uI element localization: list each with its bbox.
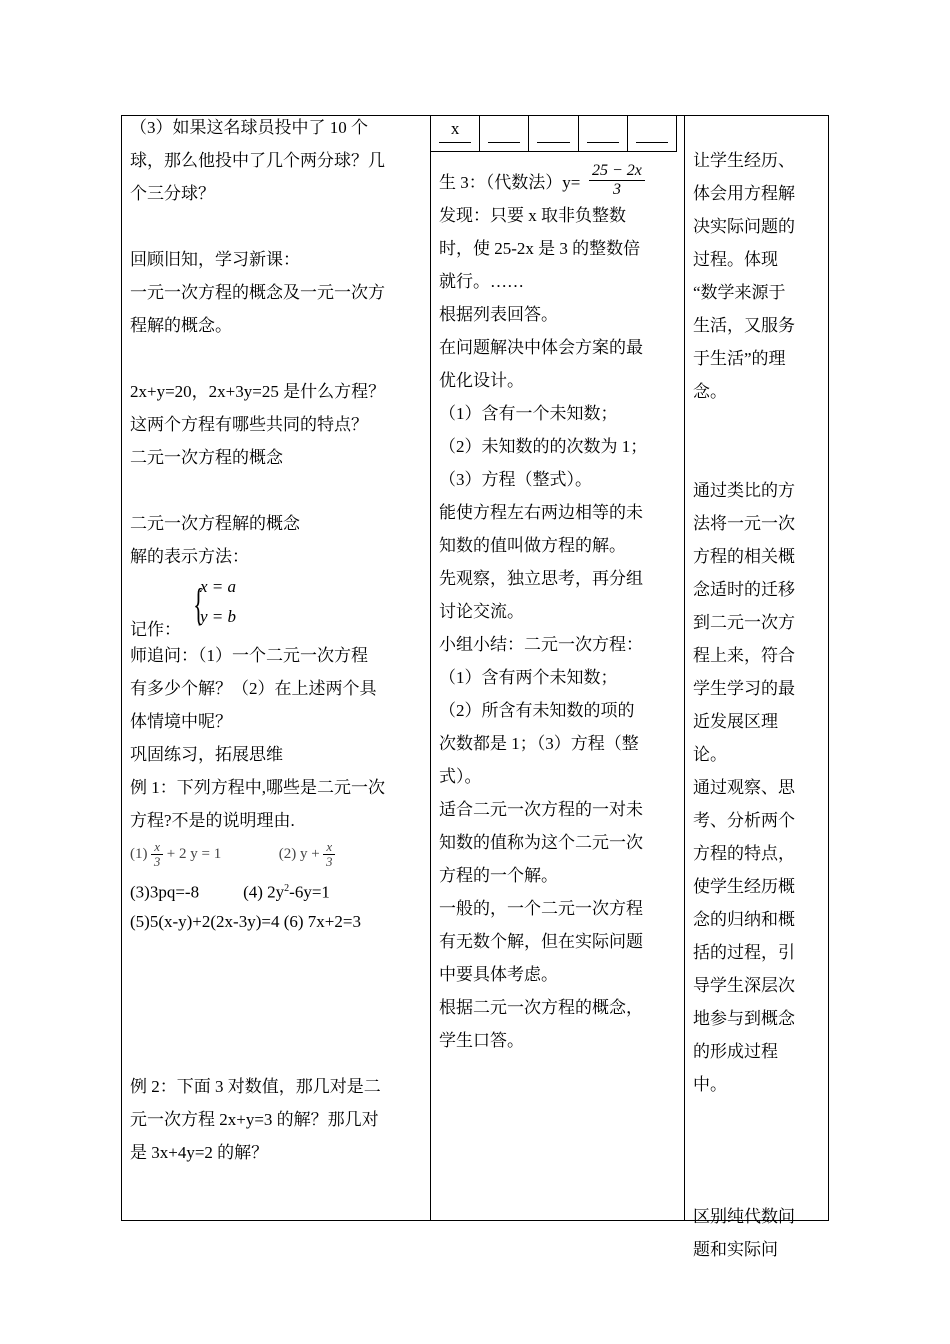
text-line: 解的表示方法： <box>130 547 249 566</box>
text-line: 一般的，一个二元一次方程 <box>439 899 643 918</box>
blank-line <box>693 1101 795 1134</box>
text-line: 通过观察、思 <box>693 778 795 797</box>
blank-line <box>130 474 385 507</box>
value-table <box>431 116 677 152</box>
text-line: 区别纯代数问 <box>693 1207 795 1226</box>
text-line: 学生学习的最 <box>693 679 795 698</box>
table-cell <box>578 116 627 151</box>
text-line: 例 2：下面 3 对数值，那几对是二 <box>130 1077 381 1096</box>
table-cell <box>479 116 528 151</box>
example-1-equations-1-2: (1) $\frac{x}{3}$ + 2 y = 1 (2) y + $\frac{x}{3}$ <box>130 837 385 872</box>
text-line: 知数的值称为这个二元一次 <box>439 833 643 852</box>
text-line: 的形成过程 <box>693 1042 778 1061</box>
text-line: 一元一次方程的概念及一元一次方 <box>130 283 385 302</box>
text-line: 念适时的迁移 <box>693 580 795 599</box>
text-line: 时，使 25-2x 是 3 的整数倍 <box>439 239 641 258</box>
text-line: （1）含有两个未知数； <box>439 668 618 687</box>
text-line: 讨论交流。 <box>439 602 524 621</box>
text-line: 发现：只要 x 取非负整数 <box>439 206 626 225</box>
text-line: 括的过程，引 <box>693 943 795 962</box>
text-line: 在问题解决中体会方案的最 <box>439 338 643 357</box>
text-line: 能使方程左右两边相等的未 <box>439 503 643 522</box>
student-activity-column <box>439 162 648 1057</box>
text-line: 题和实际问 <box>693 1240 778 1259</box>
text-line: 根据列表回答。 <box>439 305 558 324</box>
text-line: （3）如果这名球员投中了 10 个 <box>130 118 368 137</box>
text-line: 通过类比的方 <box>693 481 795 500</box>
solution-notation <box>130 573 385 639</box>
text-line: 二元一次方程的概念 <box>130 448 283 467</box>
text-line: 优化设计。 <box>439 371 524 390</box>
blank-line <box>130 210 385 243</box>
text-line: （3）方程（整式）。 <box>439 470 592 489</box>
text-line: 方程?不是的说明理由. <box>130 811 295 830</box>
equation-y: y = b <box>200 607 237 626</box>
text-line: 巩固练习，拓展思维 <box>130 745 283 764</box>
equation-x: x = a <box>200 577 237 596</box>
text-line: 念的归纳和概 <box>693 910 795 929</box>
text-line: 方程的特点， <box>693 844 795 863</box>
table-cell <box>431 116 479 151</box>
text-line: 回顾旧知，学习新课： <box>130 250 300 269</box>
text-line: 程上来，符合 <box>693 646 795 665</box>
text-line: 使学生经历概 <box>693 877 795 896</box>
text-line: 方程的相关概 <box>693 547 795 566</box>
text-line: 适合二元一次方程的一对未 <box>439 800 643 819</box>
text-line: 中要具体考虑。 <box>439 965 558 984</box>
x-header: x <box>450 119 460 138</box>
blank-line <box>693 1134 795 1167</box>
text-line: 式）。 <box>439 767 482 786</box>
text-line: （2）未知数的的次数为 1； <box>439 437 648 456</box>
teaching-content-column <box>130 111 385 1169</box>
text-line: 小组小结：二元一次方程： <box>439 635 643 654</box>
text-line: 根据二元一次方程的概念， <box>439 998 643 1017</box>
text-line: 法将一元一次 <box>693 514 795 533</box>
text-line: 到二元一次方 <box>693 613 795 632</box>
table-cell <box>627 116 676 151</box>
column-divider <box>684 115 685 1221</box>
student-3-line: 生 3：（代数法）y= $\frac{25 - 2x}{3}$ <box>439 166 647 199</box>
text-line: 先观察，独立思考，再分组 <box>439 569 643 588</box>
text-line: 论。 <box>693 745 727 764</box>
brace: { <box>193 580 204 629</box>
text-line: 念。 <box>693 382 727 401</box>
text-line: 体情境中呢？ <box>130 712 232 731</box>
text-line: （1）含有一个未知数； <box>439 404 618 423</box>
text-line: 次数都是 1；（3）方程（整 <box>439 734 639 753</box>
table-cell <box>528 116 577 151</box>
text-line: 就行。…… <box>439 272 524 291</box>
text-line: 体会用方程解 <box>693 184 795 203</box>
text-line: 有多少个解？（2）在上述两个具 <box>130 679 377 698</box>
text-line: 生活，又服务 <box>693 316 795 335</box>
text-line: 让学生经历、 <box>693 151 795 170</box>
blank-line <box>130 342 385 375</box>
text-line: 中。 <box>693 1075 727 1094</box>
text-line: 有无数个解，但在实际问题 <box>439 932 643 951</box>
text-line: 是 3x+4y=2 的解？ <box>130 1143 269 1162</box>
text-line: 地参与到概念 <box>693 1009 795 1028</box>
example-1-equations-3-4: (3)3pq=-8 (4) $2y^2-6y=1$ <box>130 882 330 902</box>
text-line: 方程的一个解。 <box>439 866 558 885</box>
example-1-equations-5-6: (5)5(x-y)+2(2x-3y)=4 (6) 7x+2=3 <box>130 912 361 931</box>
text-line: 程解的概念。 <box>130 316 232 335</box>
text-line: 决实际问题的 <box>693 217 795 236</box>
text-line: 个三分球？ <box>130 184 215 203</box>
text-line: （2）所含有未知数的项的 <box>439 701 635 720</box>
text-line: 近发展区理 <box>693 712 778 731</box>
text-line: “数学来源于 <box>693 283 786 302</box>
text-line: 知数的值叫做方程的解。 <box>439 536 626 555</box>
blank-line <box>693 441 795 474</box>
text-line: 二元一次方程解的概念 <box>130 514 300 533</box>
text-line: 师追问：（1）一个二元一次方程 <box>130 646 368 665</box>
text-line: 球，那么他投中了几个两分球？几 <box>130 151 385 170</box>
text-line: 这两个方程有哪些共同的特点？ <box>130 415 368 434</box>
column-divider <box>430 115 431 1221</box>
text-line: 例 1：下列方程中,哪些是二元一次 <box>130 778 385 797</box>
design-intent-column <box>693 144 795 1266</box>
text-line: 考、分析两个 <box>693 811 795 830</box>
text-line: 学生口答。 <box>439 1031 524 1050</box>
text-line: 2x+y=20，2x+3y=25 是什么方程？ <box>130 382 386 401</box>
text-line: 导学生深层次 <box>693 976 795 995</box>
blank-line <box>693 408 795 441</box>
notation-label: 记作： <box>130 620 181 639</box>
blank-line <box>693 1167 795 1200</box>
text-line: 元一次方程 2x+y=3 的解？那几对 <box>130 1110 379 1129</box>
text-line: 过程。体现 <box>693 250 778 269</box>
text-line: 于生活”的理 <box>693 349 786 368</box>
